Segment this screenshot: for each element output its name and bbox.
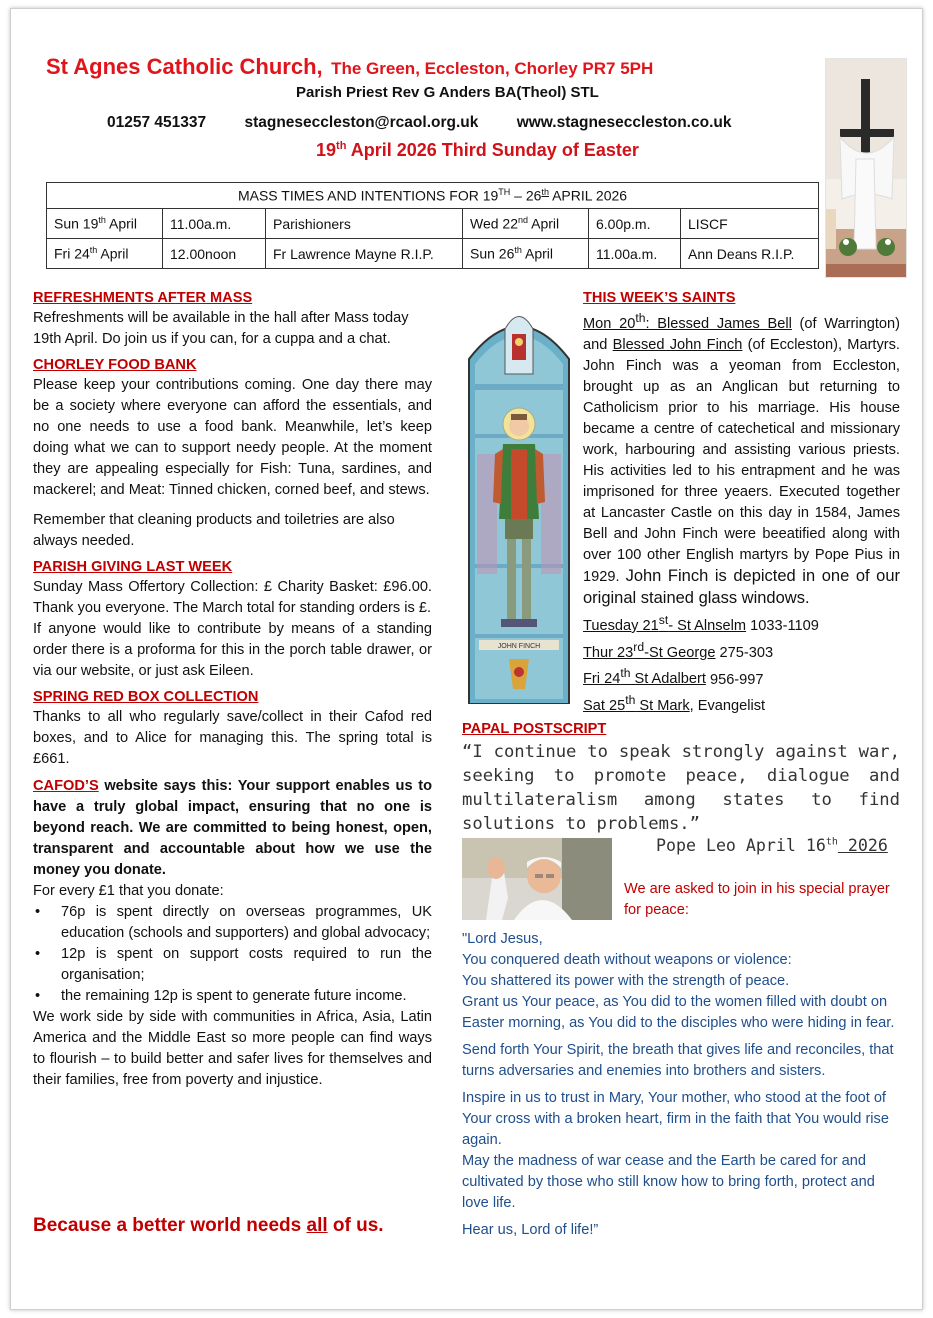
mass-table-caption: MASS TIMES AND INTENTIONS FOR 19TH – 26th APRIL 2026 (47, 183, 819, 209)
mass-cell: 11.00a.m. (589, 239, 681, 269)
giving-text: Sunday Mass Offertory Collection: £ Charity Basket: £96.00. Thank you everyone. The March total for standing orders is £. (33, 579, 432, 616)
cafod-closing: We work side by side with communities in Africa, Asia, Latin America and the Middle East so more people can find ways to flourish – to build better and safer lives for themselves and their families, free from poverty and injustice. (33, 1009, 432, 1088)
stained-glass-window-image (465, 304, 573, 704)
giving-heading: PARISH GIVING LAST WEEK (33, 559, 233, 575)
mass-cell: 6.00p.m. (589, 209, 681, 239)
mass-cell: Wed 22nd April (463, 209, 589, 239)
parish-priest: Parish Priest Rev G Anders BA(Theol) STL (296, 84, 599, 101)
peace-prayer (462, 929, 902, 1241)
phone-number: 01257 451337 (107, 114, 207, 131)
list-item: • 76p is spent directly on overseas programmes, UK education (schools and supporters) and global advocacy; (33, 902, 432, 944)
saint-day-item: Thur 23rd-St George 275-303 (583, 639, 774, 661)
mass-cell: Ann Deans R.I.P. (681, 239, 819, 269)
cafod-slogan: Because a better world needs all of us. (33, 1215, 384, 1236)
website-link[interactable]: www.stagneseccleston.co.uk (516, 114, 732, 131)
saints-heading: THIS WEEK’S SAINTS (583, 290, 736, 306)
prayer-paragraph: Send forth Your Spirit, the breath that gives life and reconciles, that turns adversaries and enemies into brothers and sisters. (462, 1042, 894, 1079)
refreshments-heading: REFRESHMENTS AFTER MASS (33, 290, 253, 306)
email-address[interactable]: stagneseccleston@rcaol.org.uk (244, 114, 479, 131)
cafod-breakdown-list (33, 902, 432, 1007)
prayer-paragraph: Inspire in us to trust in Mary, Your mother, who stood at the foot of Your cross with a broken heart, firm in the faith that You would rise again. (462, 1090, 889, 1148)
svg-text:JOHN FINCH: JOHN FINCH (497, 643, 541, 650)
prayer-paragraph: May the madness of war cease and the Earth be cared for and cultivated by those who still know how to bring forth, protect and love life. (462, 1153, 875, 1211)
prayer-paragraph: Grant us Your peace, as You did to the women filled with doubt on Easter morning, as You did to the disciples who were hiding in fear. (462, 994, 895, 1031)
prayer-closing: Hear us, Lord of life!” (462, 1222, 599, 1238)
redbox-text: Thanks to all who regularly save/collect in their Cafod red boxes, and to Alice for managing this. The spring total is £661. (33, 709, 432, 767)
mass-cell: Sun 19th April (47, 209, 163, 239)
saint-day-item: Sat 25th St Mark, Evangelist (583, 693, 766, 715)
saint-day-item: Fri 24th St Adalbert 956-997 (583, 666, 764, 688)
mass-cell: Fr Lawrence Mayne R.I.P. (266, 239, 463, 269)
mass-cell: 12.00noon (163, 239, 266, 269)
mass-row (47, 239, 819, 269)
altar-cross-photo (825, 58, 907, 278)
list-item: • the remaining 12p is spent to generate future income. (33, 986, 432, 1007)
church-title (46, 54, 653, 80)
left-column (33, 288, 432, 1091)
standing-order-text: If anyone would like to contribute by means of a standing order there is a proforma for this in the porch table drawer, or via our website, or just ask Eileen. (33, 621, 432, 679)
foodbank-heading: CHORLEY FOOD BANK (33, 357, 197, 373)
mass-cell: Fri 24th April (47, 239, 163, 269)
cafod-statement: CAFOD’S website says this: Your support enables us to have a truly global impact, ensuring that no one is beyond reach. We are committed to being honest, open, transparent and accountable about how we use the money you donate. (33, 778, 432, 878)
saints-monday-text: Mon 20th: Blessed James Bell (of Warrington) and Blessed John Finch (of Eccleston), Martyrs. John Finch was a yeoman from Eccleston, brought up as an Anglican but returning to Catholicism prior to his marriage. His house became a centre of catechetical and missionary work, harbouring and assisting various priests. His activities led to his entrapment and he was imprisoned for three yeaers. Executed together at Lancaster Castle on this day in 1584, James Bell and John Finch were beeatified along with over 100 other English martyrs by Pope Pius in 1929. John Finch is depicted in one of our original stained glass windows. (583, 311, 901, 607)
foodbank-reminder: Remember that cleaning products and toiletries are also always needed. (33, 512, 395, 549)
pope-leo-photo (462, 838, 612, 920)
prayer-line: You conquered death without weapons or violence: (462, 952, 792, 968)
prayer-invitation: We are asked to join in his special prayer for peace: (624, 881, 890, 918)
foodbank-text: Please keep your contributions coming. One day there may be a society where everyone can afford the essentials, and no one needs to use a food bank. Meanwhile, let’s keep doing what we can to support needy people. At the moment they are appealing especially for Fish: Tuna, sardines, and mackerel; and Meat: Tinned chicken, corned beef, and stews. (33, 377, 432, 498)
mass-cell: Parishioners (266, 209, 463, 239)
church-name: St Agnes Catholic Church, (46, 54, 323, 79)
refreshments-text: Refreshments will be available in the hall after Mass today 19th April. Do join us if you can, for a cuppa and a chat. (33, 310, 409, 347)
papal-quote-signature: Pope Leo April 16th 2026 (656, 836, 888, 855)
papal-heading: PAPAL POSTSCRIPT (462, 721, 607, 737)
cafod-intro: For every £1 that you donate: (33, 883, 224, 899)
church-address: The Green, Eccleston, Chorley PR7 5PH (331, 59, 654, 78)
prayer-line: You shattered its power with the strength of peace. (462, 973, 790, 989)
mass-row (47, 209, 819, 239)
mass-cell: 11.00a.m. (163, 209, 266, 239)
contact-line (107, 114, 765, 132)
papal-quote: “I continue to speak strongly against war, seeking to promote peace, dialogue and multilateralism among states to find solutions to problems.” (462, 742, 900, 834)
redbox-heading: SPRING RED BOX COLLECTION (33, 689, 259, 705)
mass-cell: LISCF (681, 209, 819, 239)
saint-day-item: Tuesday 21st- St Alnselm 1033-1109 (583, 612, 819, 634)
list-item: • 12p is spent on support costs required to run the organisation; (33, 944, 432, 986)
mass-cell: Sun 26th April (463, 239, 589, 269)
saints-section (583, 288, 900, 717)
prayer-line: "Lord Jesus, (462, 931, 543, 947)
bulletin-date: 19th April 2026 Third Sunday of Easter (316, 140, 639, 160)
mass-times-table (46, 182, 819, 269)
